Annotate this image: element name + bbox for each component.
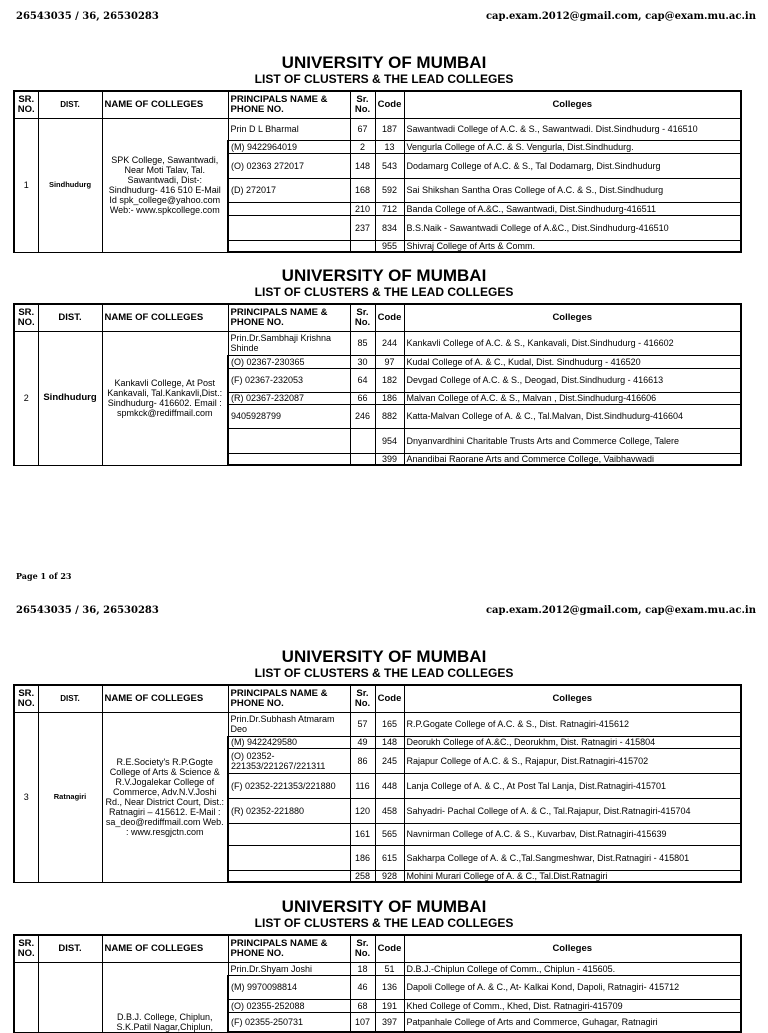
col-header-code: Code xyxy=(375,685,404,712)
cell-college: Rajapur College of A.C. & S., Rajapur, Dist.Ratnagiri-415702 xyxy=(404,748,741,773)
cell-no xyxy=(350,453,375,465)
col-header-name: NAME OF COLLEGES xyxy=(102,304,228,331)
cell-no: 116 xyxy=(350,773,375,798)
cell-sr: 1 xyxy=(14,118,38,252)
cell-sr: 3 xyxy=(14,712,38,882)
cluster-block xyxy=(0,54,768,86)
col-header-dist: DIST. xyxy=(38,685,102,712)
cell-code: 136 xyxy=(375,975,404,999)
cell-code: 13 xyxy=(375,140,404,153)
cell-dist: Ratnagiri xyxy=(38,712,102,882)
cell-dist: Sindhudurg xyxy=(38,118,102,252)
contact-email: cap.exam.2012@gmail.com, cap@exam.mu.ac.in xyxy=(485,605,756,616)
col-header-no: Sr. No. xyxy=(350,935,375,962)
cell-principal: (F) 02367-232053 xyxy=(228,368,350,392)
col-header-dist: DIST. xyxy=(38,304,102,331)
cell-no: 246 xyxy=(350,404,375,428)
cell-college: Navnirman College of A.C. & S., Kuvarbav, Dist.Ratnagiri-415639 xyxy=(404,823,741,845)
cell-no: 186 xyxy=(350,845,375,870)
cell-no: 68 xyxy=(350,999,375,1012)
cell-college: Mohini Murari College of A. & C., Tal.Dist.Ratnagiri xyxy=(404,870,741,882)
cell-code: 928 xyxy=(375,870,404,882)
col-header-name: NAME OF COLLEGES xyxy=(102,685,228,712)
cell-principal xyxy=(228,870,350,882)
col-header-code: Code xyxy=(375,91,404,118)
cell-principal xyxy=(228,823,350,845)
cell-no: 210 xyxy=(350,202,375,215)
cell-college: Sakharpa College of A. & C.,Tal.Sangmeshwar, Dist.Ratnagiri - 415801 xyxy=(404,845,741,870)
cell-code: 51 xyxy=(375,962,404,975)
contact-phones: 26543035 / 36, 26530283 xyxy=(16,605,159,616)
cell-principal: (M) 9422964019 xyxy=(228,140,350,153)
cell-lead-college: D.B.J. College, Chiplun, S.K.Patil Nagar,Chiplun, xyxy=(102,962,228,1032)
cell-college: Sawantwadi College of A.C. & S., Sawantwadi. Dist.Sindhudurg - 416510 xyxy=(404,118,741,140)
list-subtitle: LIST OF CLUSTERS & THE LEAD COLLEGES xyxy=(254,72,514,86)
col-header-code: Code xyxy=(375,304,404,331)
cell-college: Sai Shikshan Santha Oras College of A.C. & S., Dist.Sindhudurg xyxy=(404,178,741,202)
cell-sr xyxy=(14,962,38,1032)
col-header-no: Sr. No. xyxy=(350,685,375,712)
contact-phones: 26543035 / 36, 26530283 xyxy=(16,11,159,22)
cell-college: Kankavli College of A.C. & S., Kankavali, Dist.Sindhudurg - 416602 xyxy=(404,331,741,355)
cell-college: Dapoli College of A. & C., At- Kalkai Kond, Dapoli, Ratnagiri- 415712 xyxy=(404,975,741,999)
cell-principal: (R) 02352-221880 xyxy=(228,798,350,823)
cell-code: 397 xyxy=(375,1012,404,1032)
cell-dist: Sindhudurg xyxy=(38,331,102,465)
cell-code: 187 xyxy=(375,118,404,140)
cell-code: 182 xyxy=(375,368,404,392)
cell-code: 165 xyxy=(375,712,404,736)
contact-email: cap.exam.2012@gmail.com, cap@exam.mu.ac.in xyxy=(485,11,756,22)
cell-sr: 2 xyxy=(14,331,38,465)
cell-principal: (O) 02363 272017 xyxy=(228,153,350,178)
cell-principal xyxy=(228,453,350,465)
cell-code: 186 xyxy=(375,392,404,404)
cell-no: 66 xyxy=(350,392,375,404)
cell-principal: Prin.Dr.Shyam Joshi xyxy=(228,962,350,975)
table-row xyxy=(14,962,741,975)
university-title: UNIVERSITY OF MUMBAI xyxy=(281,647,487,666)
cell-no: 107 xyxy=(350,1012,375,1032)
cell-dist xyxy=(38,962,102,1032)
cell-college: Deorukh College of A.&C., Deorukhm, Dist. Ratnagiri - 415804 xyxy=(404,736,741,748)
cell-principal xyxy=(228,202,350,215)
cell-no: 148 xyxy=(350,153,375,178)
cell-code: 97 xyxy=(375,355,404,368)
cell-no: 30 xyxy=(350,355,375,368)
cell-no: 161 xyxy=(350,823,375,845)
col-header-colleges: Colleges xyxy=(404,304,741,331)
cell-code: 148 xyxy=(375,736,404,748)
col-header-name: NAME OF COLLEGES xyxy=(102,935,228,962)
cell-code: 712 xyxy=(375,202,404,215)
cluster-block xyxy=(0,898,768,930)
cell-code: 565 xyxy=(375,823,404,845)
cell-code: 592 xyxy=(375,178,404,202)
cell-principal: Prin D L Bharmal xyxy=(228,118,350,140)
cell-no: 237 xyxy=(350,215,375,240)
cell-lead-college: SPK College, Sawantwadi, Near Moti Talav, Tal. Sawantwadi, Dist-: Sindhudurg- 416 510 E-Mail Id spk_college@yahoo.com Web:- www.spkcollege.com xyxy=(102,118,228,252)
cell-principal: (F) 02352-221353/221880 xyxy=(228,773,350,798)
cell-code: 834 xyxy=(375,215,404,240)
cell-principal xyxy=(228,428,350,453)
cell-code: 615 xyxy=(375,845,404,870)
cluster-block xyxy=(0,648,768,680)
page-2 xyxy=(0,590,768,1032)
cell-principal: (D) 272017 xyxy=(228,178,350,202)
cell-no: 258 xyxy=(350,870,375,882)
cell-principal: 9405928799 xyxy=(228,404,350,428)
page-header xyxy=(16,11,756,22)
cell-principal xyxy=(228,215,350,240)
cell-college: Dnyanvardhini Charitable Trusts Arts and Commerce College, Talere xyxy=(404,428,741,453)
list-subtitle: LIST OF CLUSTERS & THE LEAD COLLEGES xyxy=(254,916,514,930)
cell-college: R.P.Gogate College of A.C. & S., Dist. Ratnagiri-415612 xyxy=(404,712,741,736)
cell-no: 2 xyxy=(350,140,375,153)
cell-principal xyxy=(228,240,350,252)
cell-principal: (R) 02367-232087 xyxy=(228,392,350,404)
col-header-code: Code xyxy=(375,935,404,962)
cell-no xyxy=(350,240,375,252)
cell-college: Khed College of Comm., Khed, Dist. Ratnagiri-415709 xyxy=(404,999,741,1012)
col-header-sr: SR. NO. xyxy=(14,304,38,331)
page-header xyxy=(16,605,756,616)
cluster-table xyxy=(13,303,742,466)
university-title: UNIVERSITY OF MUMBAI xyxy=(281,266,487,285)
cell-college: Sahyadri- Pachal College of A. & C., Tal.Rajapur, Dist.Ratnagiri-415704 xyxy=(404,798,741,823)
page-footer: Page 1 of 23 xyxy=(16,571,72,581)
col-header-principal: PRINCIPALS NAME & PHONE NO. xyxy=(228,91,350,118)
cell-college: Devgad College of A.C. & S., Deogad, Dist.Sindhudurg - 416613 xyxy=(404,368,741,392)
cell-no: 18 xyxy=(350,962,375,975)
col-header-sr: SR. NO. xyxy=(14,91,38,118)
cell-principal: (M) 9970098814 xyxy=(228,975,350,999)
list-subtitle: LIST OF CLUSTERS & THE LEAD COLLEGES xyxy=(254,666,514,680)
cluster-table xyxy=(13,90,742,253)
cell-code: 882 xyxy=(375,404,404,428)
cell-no xyxy=(350,428,375,453)
cell-code: 448 xyxy=(375,773,404,798)
cell-principal: (F) 02355-250731 xyxy=(228,1012,350,1032)
cell-lead-college: R.E.Society's R.P.Gogte College of Arts & Science & R.V.Jogalekar College of Commerce, Adv.N.V.Joshi Rd., Near District Court, Dist.: Ratnagiri – 415612. E-Mail : sa_deo@rediffmail.com Web. : www.resgjctn.com xyxy=(102,712,228,882)
cell-code: 458 xyxy=(375,798,404,823)
cell-lead-college: Kankavli College, At Post Kankavali, Tal.Kankavli,Dist.: Sindhudurg- 416602. Email : spmkck@rediffmail.com xyxy=(102,331,228,465)
cell-no: 67 xyxy=(350,118,375,140)
table-row xyxy=(14,118,741,140)
col-header-sr: SR. NO. xyxy=(14,935,38,962)
cell-college: Banda College of A.&C., Sawantwadi, Dist.Sindhudurg-416511 xyxy=(404,202,741,215)
table-row xyxy=(14,712,741,736)
cell-no: 64 xyxy=(350,368,375,392)
cell-code: 399 xyxy=(375,453,404,465)
cell-no: 85 xyxy=(350,331,375,355)
cell-principal: Prin.Dr.Subhash Atmaram Deo xyxy=(228,712,350,736)
col-header-dist: DIST. xyxy=(38,935,102,962)
col-header-principal: PRINCIPALS NAME & PHONE NO. xyxy=(228,935,350,962)
cell-college: Anandibai Raorane Arts and Commerce College, Vaibhavwadi xyxy=(404,453,741,465)
cell-code: 244 xyxy=(375,331,404,355)
cell-principal: (O) 02367-230365 xyxy=(228,355,350,368)
cell-principal: (O) 02352-221353/221267/221311 xyxy=(228,748,350,773)
cell-principal: (O) 02355-252088 xyxy=(228,999,350,1012)
cell-college: Lanja College of A. & C., At Post Tal Lanja, Dist.Ratnagiri-415701 xyxy=(404,773,741,798)
university-title: UNIVERSITY OF MUMBAI xyxy=(281,897,487,916)
col-header-colleges: Colleges xyxy=(404,685,741,712)
cell-no: 46 xyxy=(350,975,375,999)
col-header-principal: PRINCIPALS NAME & PHONE NO. xyxy=(228,685,350,712)
cell-no: 57 xyxy=(350,712,375,736)
cell-code: 245 xyxy=(375,748,404,773)
cell-principal: (M) 9422429580 xyxy=(228,736,350,748)
cell-college: B.S.Naik - Sawantwadi College of A.&C., Dist.Sindhudurg-416510 xyxy=(404,215,741,240)
col-header-colleges: Colleges xyxy=(404,935,741,962)
col-header-no: Sr. No. xyxy=(350,91,375,118)
cluster-block xyxy=(0,267,768,299)
cell-code: 191 xyxy=(375,999,404,1012)
cell-principal xyxy=(228,845,350,870)
cell-college: Kudal College of A. & C., Kudal, Dist. Sindhudurg - 416520 xyxy=(404,355,741,368)
cell-college: Dodamarg College of A.C. & S., Tal Dodamarg, Dist.Sindhudurg xyxy=(404,153,741,178)
cluster-table xyxy=(13,684,742,883)
cell-college: Malvan College of A.C. & S., Malvan , Dist.Sindhudurg-416606 xyxy=(404,392,741,404)
col-header-principal: PRINCIPALS NAME & PHONE NO. xyxy=(228,304,350,331)
cell-no: 86 xyxy=(350,748,375,773)
cell-code: 954 xyxy=(375,428,404,453)
col-header-colleges: Colleges xyxy=(404,91,741,118)
cell-no: 120 xyxy=(350,798,375,823)
university-title: UNIVERSITY OF MUMBAI xyxy=(281,53,487,72)
cell-college: D.B.J.-Chiplun College of Comm., Chiplun - 415605. xyxy=(404,962,741,975)
list-subtitle: LIST OF CLUSTERS & THE LEAD COLLEGES xyxy=(254,285,514,299)
cell-code: 543 xyxy=(375,153,404,178)
cell-college: Patpanhale College of Arts and Commerce, Guhagar, Ratnagiri xyxy=(404,1012,741,1032)
cell-no: 168 xyxy=(350,178,375,202)
col-header-name: NAME OF COLLEGES xyxy=(102,91,228,118)
col-header-sr: SR. NO. xyxy=(14,685,38,712)
cell-college: Shivraj College of Arts & Comm. xyxy=(404,240,741,252)
col-header-no: Sr. No. xyxy=(350,304,375,331)
cell-code: 955 xyxy=(375,240,404,252)
cluster-table xyxy=(13,934,742,1033)
cell-principal: Prin.Dr.Sambhaji Krishna Shinde xyxy=(228,331,350,355)
table-row xyxy=(14,331,741,355)
col-header-dist: DIST. xyxy=(38,91,102,118)
cell-college: Vengurla College of A.C. & S. Vengurla, Dist.Sindhudurg. xyxy=(404,140,741,153)
cell-college: Katta-Malvan College of A. & C., Tal.Malvan, Dist.Sindhudurg-416604 xyxy=(404,404,741,428)
cell-no: 49 xyxy=(350,736,375,748)
